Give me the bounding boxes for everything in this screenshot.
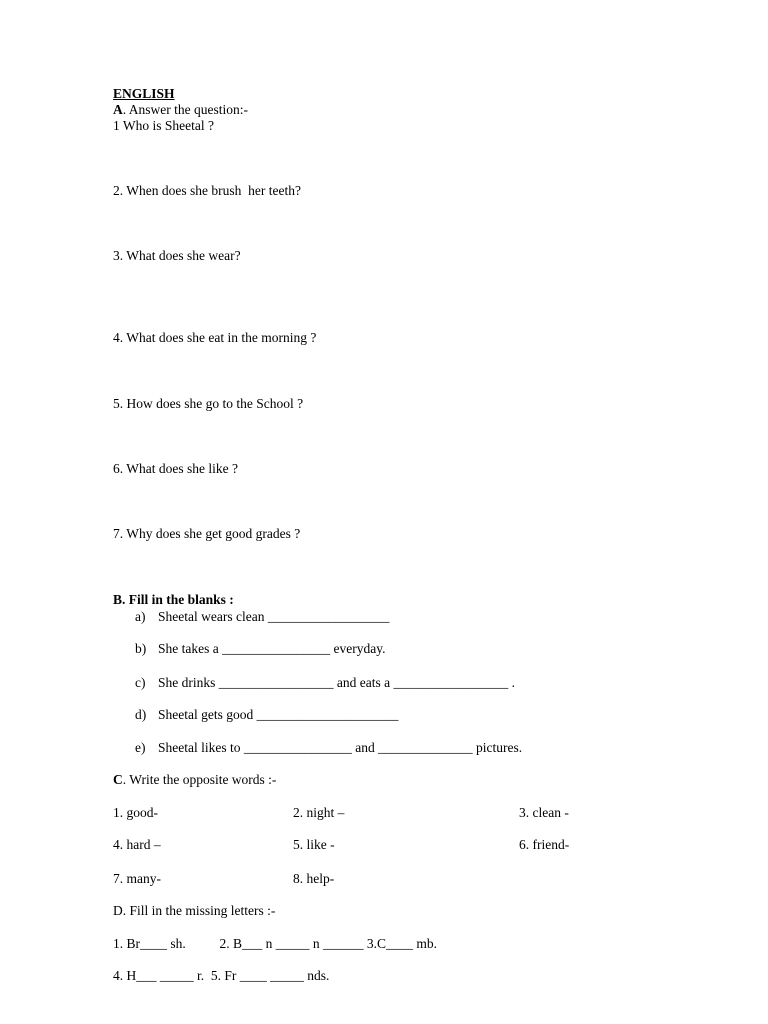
opposite-word: 5. like -: [293, 837, 335, 852]
fill-blank-text: She takes a ________________ everyday.: [158, 641, 386, 656]
fill-blank-text: Sheetal gets good _____________________: [158, 707, 399, 722]
question-3: 3. What does she wear?: [113, 248, 241, 263]
opposite-word: 6. friend-: [519, 837, 570, 852]
opposite-word: 1. good-: [113, 805, 158, 820]
missing-letters-line-2: 4. H___ _____ r. 5. Fr ____ _____ nds.: [113, 968, 330, 983]
list-marker: b): [135, 641, 147, 656]
opposite-word: 2. night –: [293, 805, 345, 820]
section-a-heading: [113, 102, 248, 118]
question-4: 4. What does she eat in the morning ?: [113, 330, 317, 345]
fill-blank-text: Sheetal wears clean __________________: [158, 609, 390, 624]
question-7: 7. Why does she get good grades ?: [113, 526, 301, 541]
question-6: 6. What does she like ?: [113, 461, 238, 476]
fill-blank-text: Sheetal likes to ________________ and ______________ pictures.: [158, 740, 523, 755]
opposite-word: 7. many-: [113, 871, 161, 886]
question-5: 5. How does she go to the School ?: [113, 396, 304, 411]
question-2: 2. When does she brush her teeth?: [113, 183, 301, 198]
opposite-word: 4. hard –: [113, 837, 161, 852]
section-b-heading: B. Fill in the blanks :: [113, 592, 234, 607]
section-a-letter: A: [113, 102, 123, 117]
section-c-heading-text: . Write the opposite words :-: [122, 772, 277, 787]
section-c-letter: C: [113, 772, 123, 787]
page-title: ENGLISH: [113, 86, 175, 101]
opposite-word: 3. clean -: [519, 805, 569, 820]
section-c-heading: [113, 772, 276, 788]
list-marker: c): [135, 675, 146, 690]
list-marker: a): [135, 609, 146, 624]
question-1: 1 Who is Sheetal ?: [113, 118, 214, 133]
list-marker: e): [135, 740, 146, 755]
section-d-heading: D. Fill in the missing letters :-: [113, 903, 276, 918]
list-marker: d): [135, 707, 147, 722]
section-a-heading-text: . Answer the question:-: [122, 102, 248, 117]
missing-letters-line-1: 1. Br____ sh. 2. B___ n _____ n ______ 3.C____ mb.: [113, 936, 438, 951]
opposite-word: 8. help-: [293, 871, 335, 886]
fill-blank-text: She drinks _________________ and eats a _________________ .: [158, 675, 515, 690]
